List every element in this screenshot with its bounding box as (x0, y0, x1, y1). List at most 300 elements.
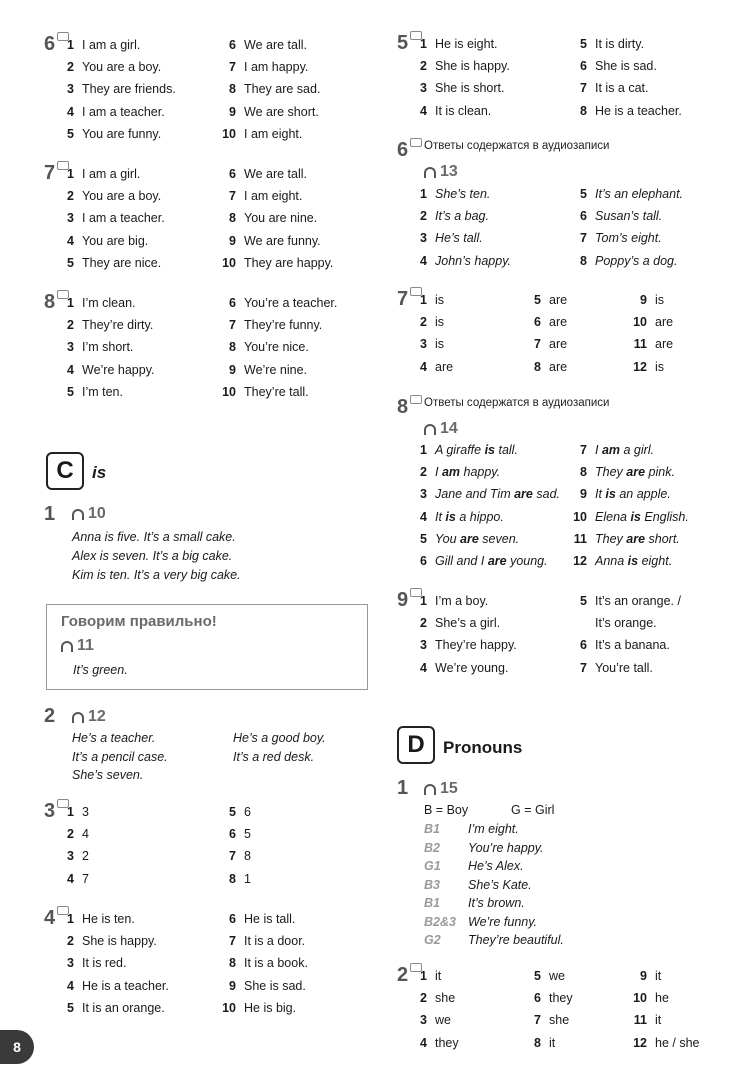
answer-item (54, 872, 89, 886)
answer-item (407, 360, 453, 374)
answer-line: Anna is five. It’s a small cake. (72, 530, 236, 544)
item-number: 8 (580, 465, 587, 480)
answer-item (54, 849, 89, 863)
item-answer: I am happy. (435, 465, 501, 480)
answer-item (567, 81, 649, 95)
item-number: 8 (534, 1035, 541, 1050)
item-answer: Anna is eight. (595, 554, 673, 568)
item-answer: It is a door. (244, 934, 306, 949)
item-number: 1 (420, 594, 427, 608)
item-number: 7 (534, 337, 541, 352)
speaker-tag: G2 (424, 933, 441, 947)
item-number: 6 (229, 167, 236, 181)
item-number: 8 (229, 82, 236, 97)
speaker-line: You’re happy. (468, 840, 544, 855)
item-number: 10 (633, 991, 647, 1006)
item-number: 12 (573, 554, 587, 568)
answer-item (216, 340, 309, 354)
speaker-tag: G1 (424, 859, 441, 873)
item-answer: Jane and Tim are sad. (435, 487, 560, 502)
item-number: 1 (67, 296, 74, 310)
speaker-line: We’re funny. (468, 914, 538, 929)
item-number: 1 (420, 293, 427, 307)
item-number: 6 (420, 554, 427, 568)
answer-line: It’s a red desk. (233, 750, 315, 764)
headphones-icon (61, 641, 73, 652)
item-number: 5 (229, 805, 236, 819)
item-number: 7 (229, 934, 236, 949)
item-number: 8 (229, 211, 236, 226)
answer-item (567, 465, 675, 479)
answer-item (407, 209, 489, 223)
answer-line: It’s a pencil case. (72, 750, 168, 764)
answer-item (407, 81, 504, 95)
answer-line: She’s seven. (72, 768, 144, 782)
answer-item (567, 104, 682, 118)
item-number: 9 (229, 362, 236, 377)
answer-item (54, 189, 161, 203)
item-answer: They are nice. (82, 255, 162, 270)
speaker-line: It’s brown. (468, 896, 525, 910)
item-answer: She is happy. (82, 934, 157, 949)
item-number: 10 (633, 315, 647, 330)
answer-item (407, 661, 508, 675)
item-answer: he (655, 991, 669, 1006)
item-answer: It’s an elephant. (595, 187, 684, 201)
answer-item (567, 661, 653, 675)
item-answer: Gill and I are young. (435, 554, 548, 568)
answer-item (54, 234, 148, 248)
item-number: 1 (420, 187, 427, 201)
item-answer: You are a boy. (82, 189, 162, 204)
answer-item (521, 969, 565, 983)
answer-item (407, 443, 518, 457)
item-number: 5 (67, 1000, 74, 1015)
answer-item (521, 1013, 569, 1027)
answer-item (216, 127, 302, 141)
item-answer: I’m a boy. (435, 594, 489, 608)
item-number: 2 (67, 60, 74, 75)
item-answer: I’m short. (82, 340, 134, 355)
item-number: 3 (420, 638, 427, 653)
item-answer: I am eight. (244, 126, 303, 141)
item-number: 4 (420, 103, 427, 118)
answer-item (567, 554, 672, 568)
answer-item (407, 1036, 459, 1050)
answer-item (407, 594, 488, 608)
answer-line: He’s a good boy. (233, 731, 326, 745)
item-answer: he / she (655, 1035, 700, 1050)
item-number: 5 (580, 37, 587, 51)
item-number: 5 (67, 126, 74, 141)
item-number: 7 (229, 60, 236, 75)
answer-item (407, 254, 511, 268)
item-answer: we (435, 1013, 451, 1028)
speaker-line: She’s Kate. (468, 877, 532, 892)
answer-item (54, 805, 89, 819)
answer-item (567, 187, 683, 201)
answer-item (521, 360, 567, 374)
item-answer: 5 (244, 827, 251, 842)
item-number: 7 (229, 189, 236, 204)
dialogue-line (424, 878, 532, 892)
speaker-tag: B1 (424, 896, 440, 910)
item-answer: It is an orange. (82, 1000, 165, 1015)
legend-girl: G = Girl (511, 803, 555, 817)
answer-item (567, 59, 657, 73)
item-number: 4 (420, 509, 427, 524)
item-number: 1 (67, 38, 74, 52)
item-number: 7 (580, 443, 587, 457)
answer-item (54, 912, 135, 926)
item-answer: I am a girl. (82, 167, 141, 181)
item-answer: Tom’s eight. (595, 231, 662, 246)
answer-item (627, 293, 664, 307)
exercise-number: 1 (397, 777, 409, 799)
answer-item (521, 293, 567, 307)
headphones-icon (424, 784, 436, 795)
item-answer: Elena is English. (595, 509, 689, 524)
headphones-icon (424, 424, 436, 435)
speaker-tag: B2&3 (424, 914, 456, 929)
item-number: 8 (229, 340, 236, 355)
item-answer: He is eight. (435, 37, 498, 51)
headphones-icon (424, 167, 436, 178)
item-answer: She is sad. (244, 978, 306, 993)
item-answer: it (655, 1013, 662, 1028)
item-number: 5 (67, 255, 74, 270)
item-number: 6 (580, 59, 587, 74)
item-number: 6 (580, 638, 587, 653)
audio-track: 12 (72, 708, 106, 726)
item-number: 9 (229, 978, 236, 993)
item-number: 10 (222, 126, 236, 141)
dialogue-line (424, 859, 524, 873)
answer-item (216, 912, 295, 926)
item-answer: I am a girl. (595, 443, 655, 457)
item-answer: is (655, 359, 665, 374)
section-c-title: is (92, 463, 107, 482)
answer-item (407, 510, 504, 524)
answer-item (627, 315, 673, 329)
answer-item (54, 296, 136, 310)
answer-item (54, 956, 126, 970)
item-answer: 3 (82, 805, 89, 819)
item-number: 6 (229, 827, 236, 842)
speaker-line: They’re beautiful. (468, 933, 564, 947)
answer-item (521, 337, 567, 351)
item-answer: I am a girl. (82, 38, 141, 52)
item-answer: It is an apple. (595, 487, 671, 502)
item-answer: You’re tall. (595, 660, 653, 675)
answer-item (216, 211, 317, 225)
item-answer: She is short. (435, 81, 505, 96)
item-answer: It’s orange. (595, 616, 657, 631)
item-number: 7 (580, 231, 587, 246)
item-number: 5 (534, 969, 541, 983)
answer-item (54, 127, 161, 141)
item-number: 10 (222, 255, 236, 270)
exercise-number: 7 (44, 162, 55, 185)
item-answer: You’re nice. (244, 340, 309, 355)
item-number: 6 (229, 912, 236, 926)
item-answer: are (549, 359, 568, 374)
answer-item (216, 189, 302, 203)
exercise-number: 6 (44, 33, 55, 56)
answer-item (216, 956, 308, 970)
answer-item (407, 337, 444, 351)
exercise-number: 9 (397, 589, 408, 612)
answer-item (407, 1013, 451, 1027)
answer-item (216, 38, 307, 52)
item-number: 4 (420, 253, 427, 268)
answer-item (407, 37, 498, 51)
item-answer: it (655, 969, 662, 983)
item-answer: it (435, 969, 442, 983)
item-number: 2 (420, 465, 427, 480)
item-number: 9 (580, 487, 587, 502)
answer-item (216, 167, 307, 181)
speaker-tag: B1 (424, 822, 440, 836)
dialogue-line (424, 822, 519, 836)
item-number: 3 (67, 211, 74, 226)
answer-item (521, 315, 567, 329)
answer-item (567, 254, 677, 268)
item-number: 2 (420, 59, 427, 74)
item-number: 8 (534, 359, 541, 374)
answer-item (54, 1001, 165, 1015)
item-answer: He is a teacher. (595, 103, 682, 118)
item-number: 8 (229, 956, 236, 971)
item-answer: is (435, 337, 445, 352)
item-answer: You are a boy. (82, 60, 162, 75)
item-answer: she (435, 991, 456, 1006)
answer-line: He’s a teacher. (72, 731, 156, 745)
answer-item (407, 465, 500, 479)
item-answer: You are seven. (435, 531, 520, 546)
item-number: 7 (580, 81, 587, 96)
item-number: 6 (229, 296, 236, 310)
item-number: 9 (229, 233, 236, 248)
speaker-tag: B2 (424, 840, 440, 855)
item-number: 8 (229, 871, 236, 886)
exercise-number: 2 (44, 705, 56, 727)
legend-boy: B = Boy (424, 803, 469, 817)
exercise-number: 8 (397, 396, 408, 419)
answer-item (567, 638, 670, 652)
item-answer: It’s a bag. (435, 209, 489, 224)
item-number: 9 (640, 969, 647, 983)
answer-item (567, 209, 662, 223)
answer-item (567, 616, 657, 630)
answer-item (54, 979, 169, 993)
answer-item (54, 60, 161, 74)
audio-track: 14 (424, 420, 458, 438)
item-answer: 2 (82, 849, 89, 864)
say-it-right-box (46, 604, 368, 690)
answer-item (216, 934, 305, 948)
item-number: 11 (633, 1013, 647, 1028)
dialogue-line (424, 841, 544, 855)
item-answer: 8 (244, 849, 251, 864)
item-number: 2 (420, 315, 427, 330)
answer-item (216, 363, 307, 377)
item-number: 2 (67, 827, 74, 842)
item-answer: 6 (244, 805, 251, 819)
answer-item (567, 443, 654, 457)
item-answer: He is a teacher. (82, 978, 169, 993)
item-answer: It is a hippo. (435, 509, 504, 524)
answer-item (54, 167, 140, 181)
answer-item (216, 82, 320, 96)
audio-note: Ответы содержатся в аудиозаписи (424, 140, 610, 152)
section-d-title: Pronouns (443, 738, 523, 757)
headphones-icon (72, 712, 84, 723)
item-answer: They’re funny. (244, 318, 323, 333)
item-answer: she (549, 1013, 570, 1028)
answer-item (627, 1013, 661, 1027)
headphones-icon (72, 509, 84, 520)
answer-item (627, 337, 673, 351)
item-number: 3 (67, 82, 74, 97)
item-number: 4 (67, 978, 74, 993)
item-answer: She is happy. (435, 59, 510, 74)
exercise-number: 8 (44, 291, 55, 314)
answer-item (216, 60, 308, 74)
item-answer: They are pink. (595, 465, 675, 480)
item-number: 6 (580, 209, 587, 224)
item-answer: They’re dirty. (82, 318, 154, 333)
answer-item (54, 256, 161, 270)
answer-item (54, 318, 153, 332)
answer-item (567, 487, 671, 501)
item-answer: they (435, 1035, 459, 1050)
item-answer: 7 (82, 871, 89, 886)
item-answer: It is red. (82, 956, 127, 971)
answer-line: It’s green. (73, 663, 128, 677)
answer-item (216, 849, 251, 863)
item-answer: We are tall. (244, 38, 307, 52)
answer-item (407, 315, 444, 329)
item-answer: I’m ten. (82, 384, 123, 399)
answer-item (54, 363, 155, 377)
exercise-number: 6 (397, 139, 408, 162)
item-number: 8 (580, 253, 587, 268)
item-number: 6 (229, 38, 236, 52)
item-number: 1 (67, 167, 74, 181)
item-answer: A giraffe is tall. (435, 443, 518, 457)
item-number: 7 (534, 1013, 541, 1028)
item-answer: are (655, 315, 674, 330)
answer-item (216, 256, 333, 270)
item-number: 4 (67, 233, 74, 248)
item-number: 1 (67, 912, 74, 926)
item-number: 8 (580, 103, 587, 118)
box-title: Говорим правильно! (61, 613, 217, 630)
item-number: 5 (534, 293, 541, 307)
item-number: 4 (67, 362, 74, 377)
item-answer: They are happy. (244, 255, 334, 270)
exercise-number: 7 (397, 288, 408, 311)
dialogue-line (424, 896, 525, 910)
item-number: 7 (229, 849, 236, 864)
item-answer: We are tall. (244, 167, 307, 181)
item-answer: They’re happy. (435, 638, 517, 653)
answer-item (216, 296, 337, 310)
answer-item (407, 991, 455, 1005)
dialogue-line (424, 933, 564, 947)
answer-item (567, 510, 689, 524)
item-number: 6 (534, 991, 541, 1006)
item-number: 4 (67, 871, 74, 886)
audio-track: 15 (424, 780, 458, 798)
answer-item (216, 979, 306, 993)
item-answer: She is sad. (595, 59, 657, 74)
item-answer: is (435, 293, 445, 307)
item-number: 3 (420, 487, 427, 502)
item-number: 11 (573, 531, 587, 546)
worksheet-icon (410, 395, 422, 404)
item-answer: 4 (82, 827, 89, 842)
item-number: 1 (420, 37, 427, 51)
answer-item (567, 532, 680, 546)
item-answer: it (549, 1035, 556, 1050)
item-number: 3 (420, 1013, 427, 1028)
answer-item (627, 969, 661, 983)
item-number: 11 (633, 337, 647, 352)
answer-item (216, 1001, 296, 1015)
item-answer: We are funny. (244, 233, 321, 248)
answer-item (407, 969, 441, 983)
answer-item (407, 616, 500, 630)
answer-item (407, 554, 548, 568)
page-number: 8 (0, 1030, 34, 1064)
answer-item (54, 340, 133, 354)
item-number: 2 (420, 991, 427, 1006)
item-number: 1 (67, 805, 74, 819)
item-answer: I am a teacher. (82, 104, 165, 119)
item-answer: You are big. (82, 233, 149, 248)
item-answer: You’re a teacher. (244, 296, 338, 310)
audio-track: 10 (72, 505, 106, 523)
item-answer: I am eight. (244, 189, 303, 204)
answer-item (54, 934, 157, 948)
answer-item (216, 827, 251, 841)
item-answer: He is big. (244, 1000, 297, 1015)
item-answer: are (549, 315, 568, 330)
answer-item (627, 1036, 699, 1050)
answer-item (407, 638, 517, 652)
item-number: 2 (420, 209, 427, 224)
item-number: 5 (420, 531, 427, 546)
item-number: 7 (580, 660, 587, 675)
answer-item (407, 487, 560, 501)
item-number: 1 (420, 969, 427, 983)
item-answer: They are short. (595, 531, 680, 546)
item-answer: are (655, 337, 674, 352)
item-answer: She’s a girl. (435, 616, 501, 631)
audio-track: 13 (424, 163, 458, 181)
answer-item (407, 104, 491, 118)
answer-item (54, 211, 165, 225)
item-number: 6 (534, 315, 541, 330)
item-number: 10 (573, 509, 587, 524)
item-number: 2 (67, 189, 74, 204)
item-number: 9 (229, 104, 236, 119)
audio-note: Ответы содержатся в аудиозаписи (424, 397, 610, 409)
answer-item (216, 318, 322, 332)
item-number: 4 (420, 660, 427, 675)
